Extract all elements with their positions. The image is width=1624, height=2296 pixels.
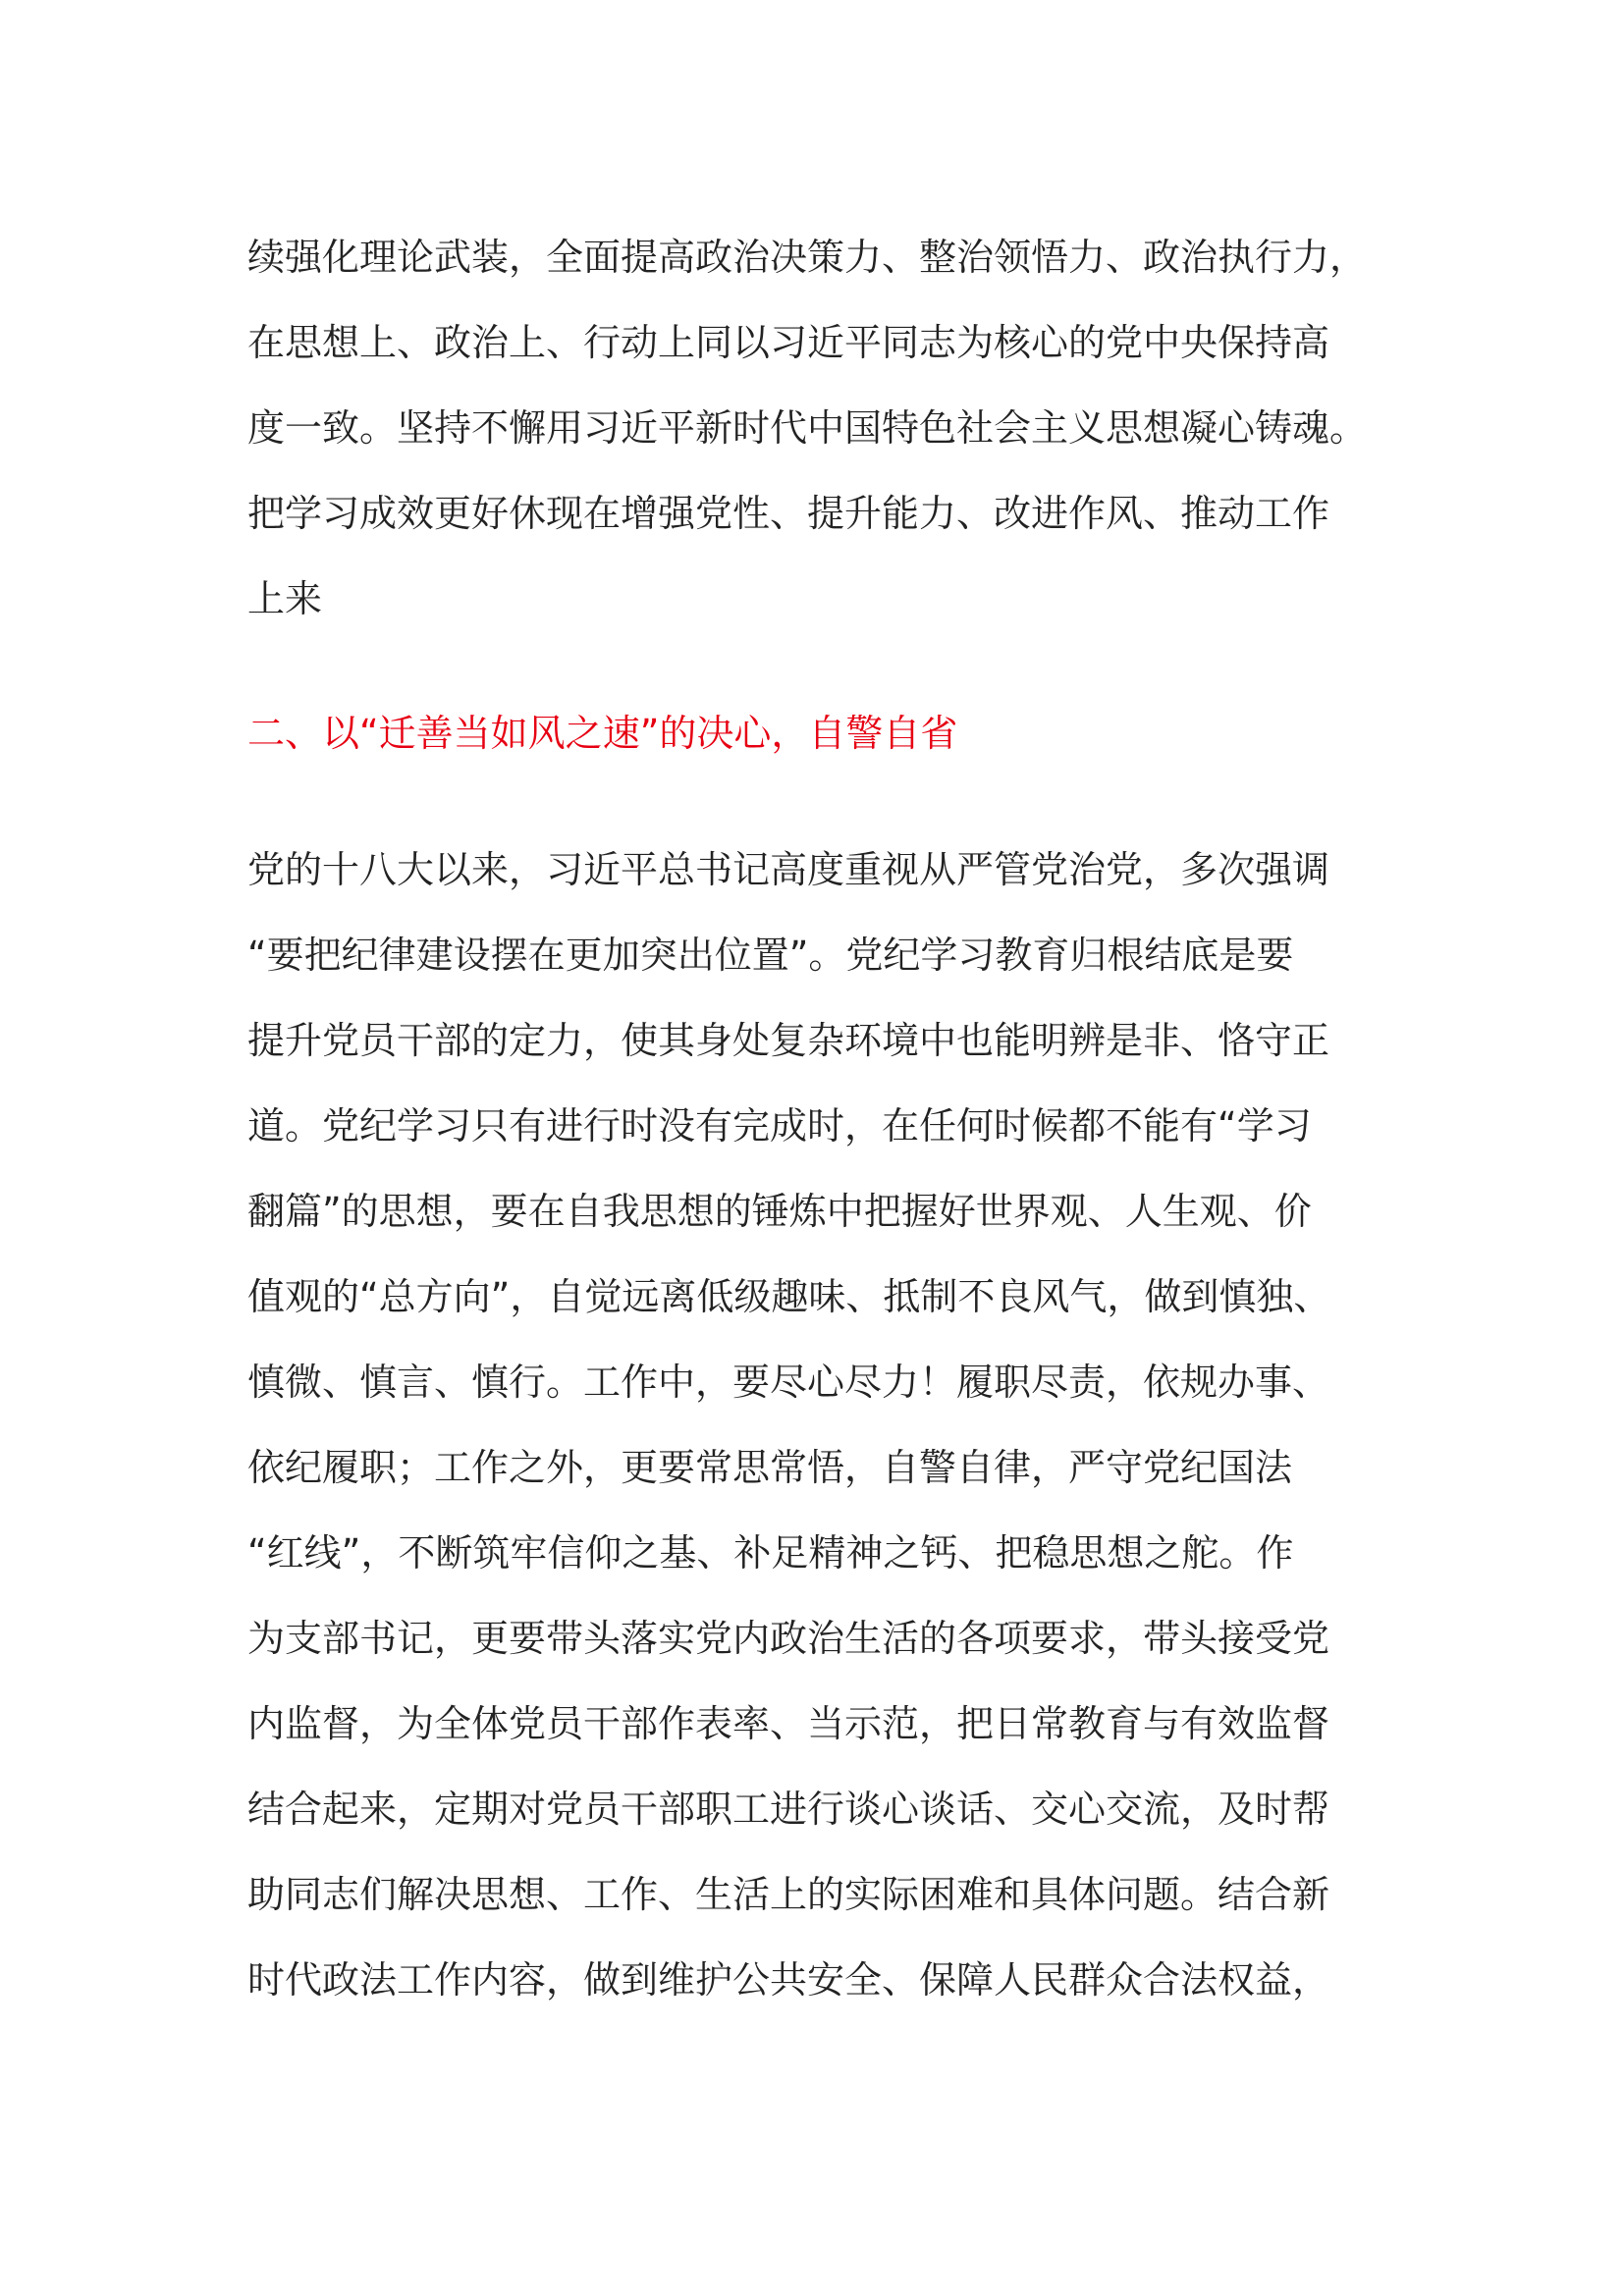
text-line: 提升党员干部的定力，使其身处复杂环境中也能明辨是非、恪守正	[247, 1019, 1330, 1062]
text-line: 翻篇”的思想，要在自我思想的锤炼中把握好世界观、人生观、价	[247, 1190, 1312, 1233]
section-heading: 二、以“迁善当如风之速”的决心，自警自省	[247, 712, 958, 755]
text-line: 依纪履职；工作之外，更要常思常悟，自警自律，严守党纪国法	[247, 1446, 1293, 1489]
paragraph-1	[247, 215, 1426, 642]
text-line: 内监督，为全体党员干部作表率、当示范，把日常教育与有效监督	[247, 1702, 1330, 1745]
paragraph-2	[247, 828, 1426, 2023]
text-line: “要把纪律建设摆在更加突出位置”。党纪学习教育归根结底是要	[247, 934, 1294, 977]
text-line: 结合起来，定期对党员干部职工进行谈心谈话、交心交流，及时帮	[247, 1788, 1330, 1831]
text-line: 上来	[247, 577, 323, 620]
text-line: 值观的“总方向”，自觉远离低级趣味、抵制不良风气，做到慎独、	[247, 1275, 1331, 1318]
section-heading-block	[247, 691, 1426, 776]
text-line: 在思想上、政治上、行动上同以习近平同志为核心的党中央保持高	[247, 321, 1330, 364]
text-line: 助同志们解决思想、工作、生活上的实际困难和具体问题。结合新	[247, 1873, 1330, 1916]
text-line: 为支部书记，更要带头落实党内政治生活的各项要求，带头接受党	[247, 1617, 1330, 1660]
text-line: 把学习成效更好休现在增强党性、提升能力、改进作风、推动工作	[247, 492, 1330, 535]
text-line: 道。党纪学习只有进行时没有完成时，在任何时候都不能有“学习	[247, 1104, 1312, 1148]
text-line: 党的十八大以来，习近平总书记高度重视从严管党治党，多次强调	[247, 848, 1330, 891]
text-line: 时代政法工作内容，做到维护公共安全、保障人民群众合法权益，	[247, 1958, 1330, 2002]
text-line: 续强化理论武装，全面提高政治决策力、整治领悟力、政治执行力，	[247, 236, 1368, 279]
text-line: 慎微、慎言、慎行。工作中，要尽心尽力！履职尽责，依规办事、	[247, 1361, 1330, 1404]
text-line: “红线”，不断筑牢信仰之基、补足精神之钙、把稳思想之舵。作	[247, 1531, 1294, 1575]
text-line: 度一致。坚持不懈用习近平新时代中国特色社会主义思想凝心铸魂。	[247, 406, 1368, 450]
